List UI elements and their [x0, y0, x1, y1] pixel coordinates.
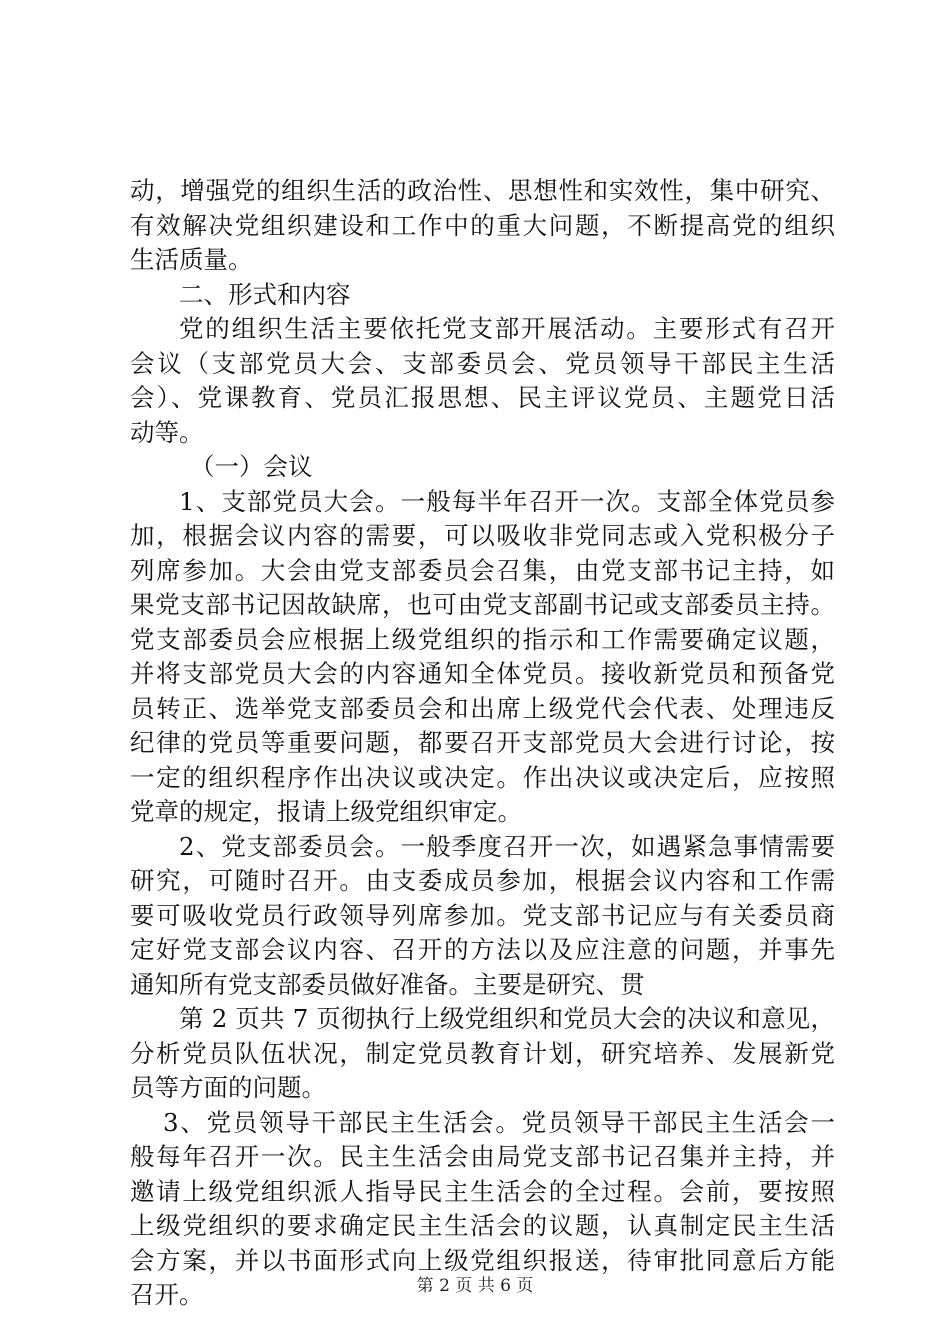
paragraph-line: 一定的组织程序作出决议或决定。作出决议或决定后，应按照	[130, 762, 835, 792]
paragraph-line: 有效解决党组织建设和工作中的重大问题，不断提高党的组织	[130, 210, 835, 240]
page-footer	[0, 1271, 950, 1296]
paragraph-line: 召开。	[130, 1280, 204, 1309]
paragraph-line: 上级党组织的要求确定民主生活会的议题，认真制定民主生活	[130, 1211, 835, 1240]
paragraph-line: 纪律的党员等重要问题，都要召开支部党员大会进行讨论，按	[130, 728, 835, 757]
paragraph-line: 列席参加。大会由党支部委员会召集，由党支部书记主持，如	[130, 555, 835, 585]
paragraph-line: 会方案，并以书面形式向上级党组织报送，待审批同意后方能	[130, 1245, 835, 1275]
section-heading: 二、形式和内容	[179, 279, 351, 309]
paragraph-line: 党章的规定，报请上级党组织审定。	[130, 797, 522, 826]
paragraph-line: 生活质量。	[130, 245, 253, 274]
paragraph-line: 党支部委员会应根据上级党组织的指示和工作需要确定议题，	[130, 624, 835, 654]
paragraph-line: 员转正、选举党支部委员会和出席上级党代会代表、处理违反	[130, 693, 835, 723]
page-number: 第 2 页 共 6 页	[416, 1276, 534, 1296]
paragraph-line: 3、党员领导干部民主生活会。党员领导干部民主生活会一	[163, 1107, 835, 1137]
paragraph-line: 分析党员队伍状况，制定党员教育计划，研究培养、发展新党	[130, 1038, 835, 1068]
paragraph-line: 般每年召开一次。民主生活会由局党支部书记召集并主持，并	[130, 1142, 835, 1171]
paragraph-line: 并将支部党员大会的内容通知全体党员。接收新党员和预备党	[130, 659, 835, 688]
paragraph-line: 2、党支部委员会。一般季度召开一次，如遇紧急事情需要	[179, 831, 835, 861]
paragraph-line: 要可吸收党员行政领导列席参加。党支部书记应与有关委员商	[130, 900, 835, 930]
paragraph-line: 动，增强党的组织生活的政治性、思想性和实效性，集中研究、	[130, 176, 835, 205]
paragraph-line: 会议（支部党员大会、支部委员会、党员领导干部民主生活	[130, 348, 835, 378]
paragraph-line: 动等。	[130, 417, 204, 447]
paragraph-line: 研究，可随时召开。由支委成员参加，根据会议内容和工作需	[130, 866, 835, 895]
paragraph-line: 果党支部书记因故缺席，也可由党支部副书记或支部委员主持。	[130, 590, 835, 619]
paragraph-line: 党的组织生活主要依托党支部开展活动。主要形式有召开	[179, 314, 835, 343]
paragraph-line: 定好党支部会议内容、召开的方法以及应注意的问题，并事先	[130, 935, 835, 964]
paragraph-line: 员等方面的问题。	[130, 1073, 326, 1102]
paragraph-line: 第 2 页共 7 页彻执行上级党组织和党员大会的决议和意见，	[179, 1004, 835, 1033]
document-body	[130, 174, 835, 1313]
paragraph-line: 会）、党课教育、党员汇报思想、民主评议党员、主题党日活	[130, 383, 835, 412]
paragraph-line: 1、支部党员大会。一般每半年召开一次。支部全体党员参	[179, 486, 835, 516]
paragraph-line: 通知所有党支部委员做好准备。主要是研究、贯	[130, 969, 645, 999]
paragraph-line: 邀请上级党组织派人指导民主生活会的全过程。会前，要按照	[130, 1176, 835, 1206]
paragraph-line: 加，根据会议内容的需要，可以吸收非党同志或入党积极分子	[130, 521, 835, 550]
subsection-heading: （一）会议	[190, 452, 313, 481]
